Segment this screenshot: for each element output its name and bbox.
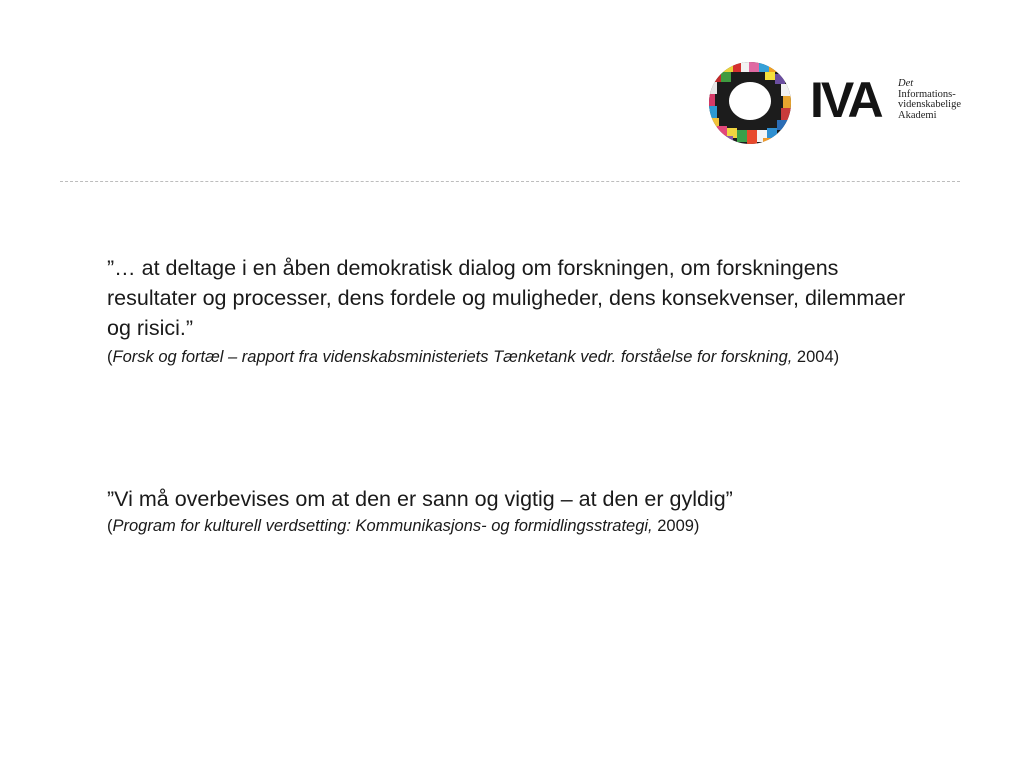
citation-open: ( <box>107 348 113 366</box>
citation-title: Forsk og fortæl – rapport fra videnskabsministeriets Tænketank vedr. forståelse for forskning, <box>112 348 793 366</box>
quote-text: ”… at deltage i en åben demokratisk dialog om forskningen, om forskningens resultater og processer, dens fordele og muligheder, dens konsekvenser, dilemmaer og risici.” <box>107 256 906 340</box>
logo-ring-icon <box>707 60 793 146</box>
citation-year: 2009) <box>652 517 700 535</box>
quote-block <box>107 484 907 539</box>
quote-citation <box>107 514 907 539</box>
citation-year: 2004) <box>792 348 840 366</box>
logo-wordmark: IVA <box>810 72 881 128</box>
logo-subtext-line3: videnskabelige <box>898 99 961 110</box>
iva-logo <box>707 60 967 146</box>
logo-subtext-line2: Informations- <box>898 88 956 100</box>
logo-subtext-line4: Akademi <box>898 109 937 121</box>
logo-subtext <box>898 79 961 121</box>
logo-subtext-line1: Det <box>898 78 914 89</box>
citation-title: Program for kulturell verdsetting: Kommunikasjons- og formidlingsstrategi, <box>112 517 653 535</box>
quote-citation <box>107 345 867 370</box>
citation-open: ( <box>107 517 113 535</box>
quote-text: ”Vi må overbevises om at den er sann og vigtig – at den er gyldig” <box>107 487 733 511</box>
quote-block <box>107 253 907 370</box>
header-divider <box>60 181 960 182</box>
